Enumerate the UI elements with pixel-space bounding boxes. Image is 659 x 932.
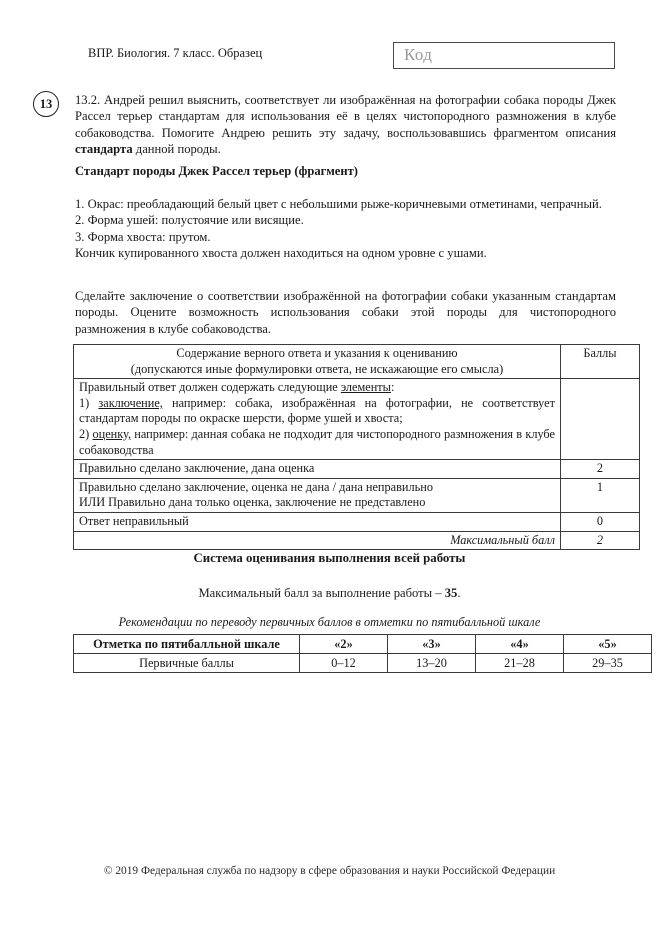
scale-range-2: 0–12	[300, 654, 388, 673]
scoring-table-header-content	[74, 345, 561, 379]
conversion-recommendation-line: Рекомендации по переводу первичных баллов в отметки по пятибалльной шкале	[118, 615, 541, 629]
code-input-box[interactable]	[393, 42, 615, 69]
table-row-header	[74, 345, 640, 379]
criteria-cell	[74, 512, 561, 531]
criteria-cell	[74, 478, 561, 512]
answer-element-1	[79, 396, 555, 427]
answer-intro-underlined: элементы	[340, 380, 391, 395]
scale-range-5: 29–35	[564, 654, 652, 673]
criteria-cell	[74, 460, 561, 479]
element-2-text: например: данная собака не подходит для чистопородного размножения в клубе собаководства	[79, 426, 555, 457]
max-work-score-value: 35	[444, 586, 458, 600]
table-row	[74, 379, 640, 460]
scale-grade-3: «3»	[388, 635, 476, 654]
scoring-header-main-label: Содержание верного ответа и указания к оцениванию	[176, 346, 458, 360]
scoring-header-sub-label: (допускаются иные формулировки ответа, не искажающие его смысла)	[130, 361, 504, 376]
scale-range-3: 13–20	[388, 654, 476, 673]
table-row-max	[74, 531, 640, 550]
question-intro-prefix: 13.2. Андрей решил выяснить, соответствует ли изображённая на фотографии собака породы Джек Рассел терьер стандартам для использования её в целях чистопородного размножения в клубе собаководства. Помогите Андрею решить эту задачу, воспользовавшись фрагментом описания	[75, 93, 616, 140]
element-1-number: 1)	[79, 395, 99, 410]
question-intro-text	[75, 92, 616, 158]
correct-answer-elements-cell	[74, 379, 561, 460]
criteria-text-alt: ИЛИ Правильно дана только оценка, заключение не представлено	[79, 495, 426, 510]
scoring-table-header-points: Баллы	[561, 345, 640, 379]
standard-heading: Стандарт породы Джек Рассел терьер (фрагмент)	[75, 164, 359, 178]
max-work-score-suffix: .	[457, 586, 461, 600]
evaluation-system-heading: Система оценивания выполнения всей работы	[193, 551, 466, 565]
answer-intro-tail: :	[390, 380, 395, 395]
element-2-number: 2)	[79, 426, 93, 441]
table-row	[74, 478, 640, 512]
scale-row-label-primary: Первичные баллы	[74, 654, 300, 673]
criteria-points: 2	[561, 460, 640, 479]
task-number-label: 13	[39, 96, 53, 111]
element-1-text: например: собака, изображённая на фотографии, не соответствует стандартам породы по окраске шерсти, форме ушей и хвоста;	[79, 395, 555, 426]
max-work-score-line	[0, 586, 659, 601]
max-work-score-prefix: Максимальный балл за выполнение работы –	[198, 586, 445, 600]
max-score-points: 2	[561, 531, 640, 550]
answer-intro-text: Правильный ответ должен содержать следующие	[79, 380, 341, 395]
table-row	[74, 512, 640, 531]
question-intro-bold-word: стандарта	[75, 142, 133, 157]
criteria-text: Ответ неправильный	[79, 513, 189, 528]
scale-grade-2: «2»	[300, 635, 388, 654]
criteria-text: Правильно сделано заключение, оценка не дана / дана неправильно	[79, 479, 433, 494]
answer-intro-line	[79, 380, 555, 396]
scale-grade-5: «5»	[564, 635, 652, 654]
standard-item: 2. Форма ушей: полустоячие или висящие.	[75, 213, 304, 228]
question-intro-suffix: данной породы.	[132, 142, 221, 157]
scale-range-4: 21–28	[476, 654, 564, 673]
table-row-header	[74, 635, 652, 654]
answer-elements-points-cell	[561, 379, 640, 460]
criteria-points: 1	[561, 478, 640, 512]
conclusion-request-text: Сделайте заключение о соответствии изображённой на фотографии собаки указанным стандартам породы. Оцените возможность использования собаки этой породы для чистопородного размножения в клубе собаководства.	[75, 289, 616, 336]
answer-element-2	[79, 427, 555, 458]
criteria-points: 0	[561, 512, 640, 531]
grade-scale-table	[73, 634, 652, 673]
header-title: ВПР. Биология. 7 класс. Образец	[88, 46, 263, 60]
scale-row-label-grades: Отметка по пятибалльной шкале	[74, 635, 300, 654]
standard-item: 3. Форма хвоста: прутом.	[75, 229, 211, 244]
code-placeholder-label: Код	[404, 45, 433, 64]
element-1-underlined: заключение,	[98, 395, 163, 410]
table-row	[74, 654, 652, 673]
standard-items-list	[75, 196, 616, 262]
max-score-label: Максимальный балл	[74, 531, 561, 550]
standard-item: Кончик купированного хвоста должен находиться на одном уровне с ушами.	[75, 246, 487, 261]
page-header	[0, 42, 659, 72]
page-footer: © 2019 Федеральная служба по надзору в сфере образования и науки Российской Федерации	[103, 865, 556, 877]
task-number-badge	[33, 91, 59, 117]
criteria-text: Правильно сделано заключение, дана оценка	[79, 461, 315, 476]
scale-grade-4: «4»	[476, 635, 564, 654]
element-2-underlined: оценку,	[92, 426, 132, 441]
table-row	[74, 460, 640, 479]
standard-item: 1. Окрас: преобладающий белый цвет с небольшими рыже-коричневыми отметинами, чепрачный.	[75, 197, 602, 211]
scoring-table	[73, 344, 640, 550]
